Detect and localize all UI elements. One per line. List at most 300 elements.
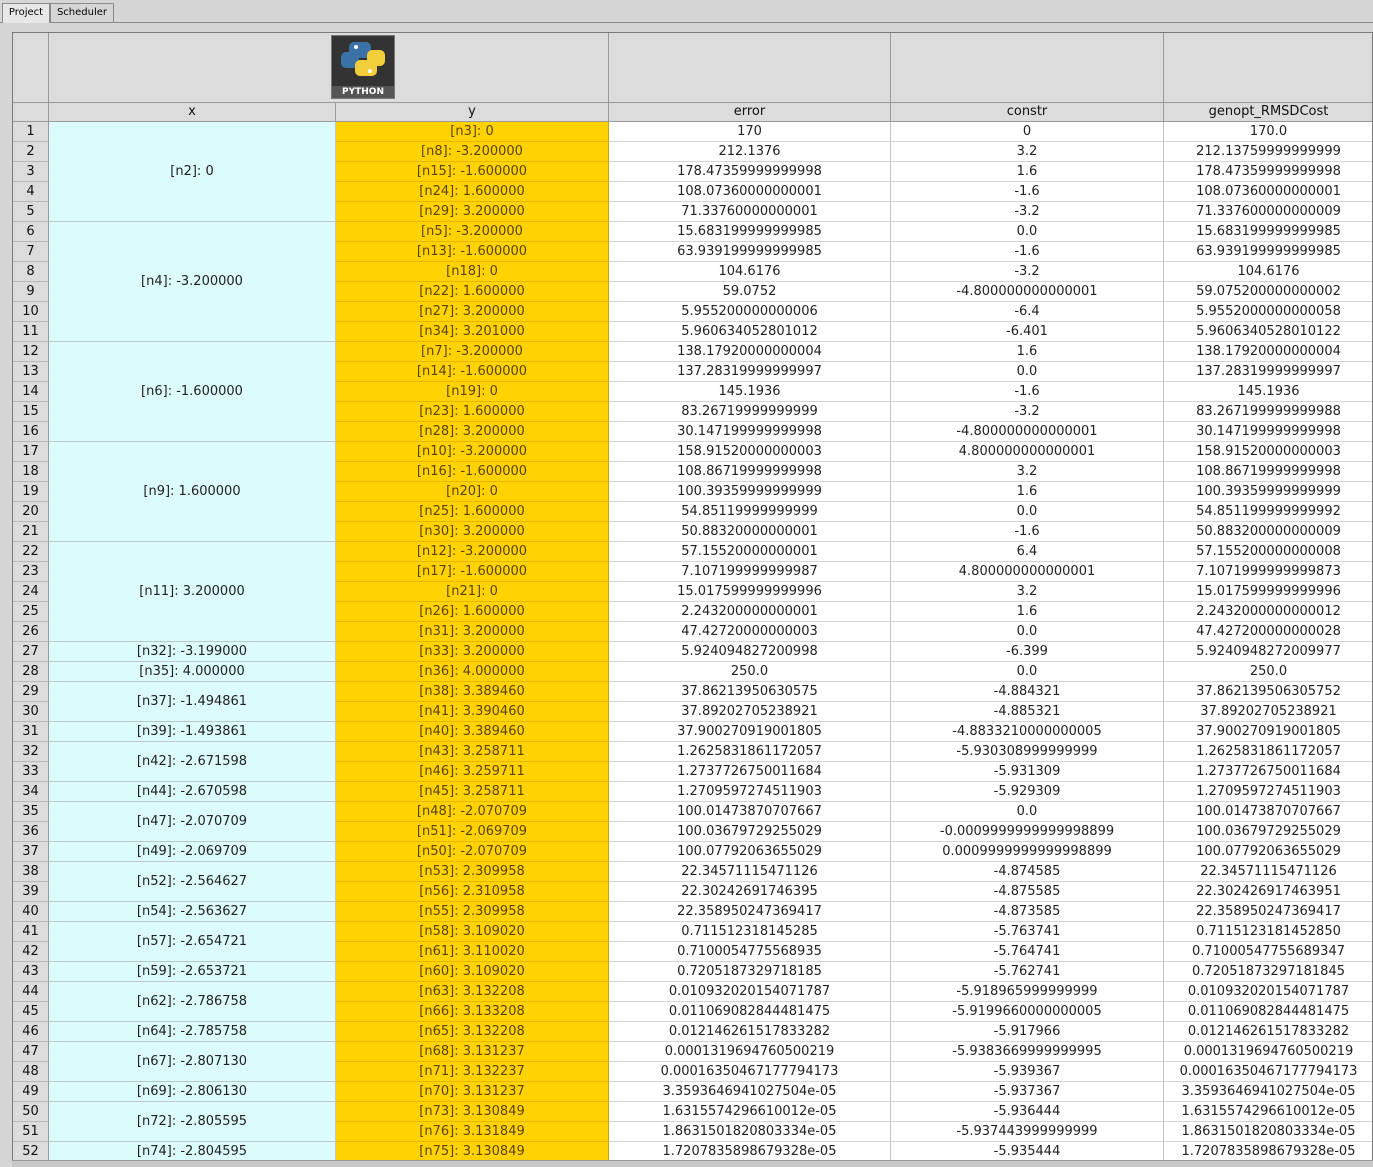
- error-cell[interactable]: 1.2737726750011684: [609, 762, 891, 782]
- constr-cell[interactable]: -3.2: [891, 202, 1164, 222]
- column-header-genopt-rmsdcost[interactable]: genopt_RMSDCost: [1164, 103, 1373, 122]
- error-cell[interactable]: 5.924094827200998: [609, 642, 891, 662]
- cost-cell[interactable]: 47.427200000000028: [1164, 622, 1373, 642]
- constr-cell[interactable]: 4.800000000000001: [891, 442, 1164, 462]
- python-logo-icon[interactable]: [331, 35, 395, 99]
- y-cell[interactable]: [n26]: 1.600000: [336, 602, 609, 622]
- row-number[interactable]: 47: [13, 1042, 49, 1062]
- y-cell[interactable]: [n23]: 1.600000: [336, 402, 609, 422]
- error-cell[interactable]: 59.0752: [609, 282, 891, 302]
- column-header-x[interactable]: x: [49, 103, 336, 122]
- constr-cell[interactable]: 1.6: [891, 162, 1164, 182]
- row-number[interactable]: 29: [13, 682, 49, 702]
- row-number[interactable]: 41: [13, 922, 49, 942]
- cost-cell[interactable]: 7.1071999999999873: [1164, 562, 1373, 582]
- cost-cell[interactable]: 5.9552000000000058: [1164, 302, 1373, 322]
- y-cell[interactable]: [n46]: 3.259711: [336, 762, 609, 782]
- y-cell[interactable]: [n24]: 1.600000: [336, 182, 609, 202]
- row-number[interactable]: 20: [13, 502, 49, 522]
- cost-cell[interactable]: 1.2625831861172057: [1164, 742, 1373, 762]
- constr-cell[interactable]: -4.873585: [891, 902, 1164, 922]
- row-number[interactable]: 40: [13, 902, 49, 922]
- row-number[interactable]: 19: [13, 482, 49, 502]
- y-cell[interactable]: [n10]: -3.200000: [336, 442, 609, 462]
- cost-cell[interactable]: 250.0: [1164, 662, 1373, 682]
- constr-cell[interactable]: -5.939367: [891, 1062, 1164, 1082]
- row-number[interactable]: 7: [13, 242, 49, 262]
- y-cell[interactable]: [n38]: 3.389460: [336, 682, 609, 702]
- cost-cell[interactable]: 5.9240948272009977: [1164, 642, 1373, 662]
- constr-cell[interactable]: 3.2: [891, 582, 1164, 602]
- row-number[interactable]: 12: [13, 342, 49, 362]
- row-number[interactable]: 52: [13, 1142, 49, 1162]
- x-cell[interactable]: [n57]: -2.654721: [49, 922, 336, 962]
- constr-cell[interactable]: -5.937367: [891, 1082, 1164, 1102]
- error-cell[interactable]: 37.86213950630575: [609, 682, 891, 702]
- row-number[interactable]: 32: [13, 742, 49, 762]
- constr-header-area: [891, 33, 1164, 103]
- cost-cell[interactable]: 37.862139506305752: [1164, 682, 1373, 702]
- error-cell[interactable]: 108.86719999999998: [609, 462, 891, 482]
- cost-cell[interactable]: 212.13759999999999: [1164, 142, 1373, 162]
- y-cell[interactable]: [n28]: 3.200000: [336, 422, 609, 442]
- cost-header-area: [1164, 33, 1373, 103]
- y-cell[interactable]: [n25]: 1.600000: [336, 502, 609, 522]
- row-number[interactable]: 13: [13, 362, 49, 382]
- cost-cell[interactable]: 178.47359999999998: [1164, 162, 1373, 182]
- y-cell[interactable]: [n58]: 3.109020: [336, 922, 609, 942]
- y-cell[interactable]: [n22]: 1.600000: [336, 282, 609, 302]
- y-cell[interactable]: [n5]: -3.200000: [336, 222, 609, 242]
- error-cell[interactable]: 137.28319999999997: [609, 362, 891, 382]
- constr-cell[interactable]: -1.6: [891, 382, 1164, 402]
- constr-cell[interactable]: 0.0: [891, 802, 1164, 822]
- constr-cell[interactable]: -5.762741: [891, 962, 1164, 982]
- row-number[interactable]: 2: [13, 142, 49, 162]
- y-cell[interactable]: [n20]: 0: [336, 482, 609, 502]
- constr-cell[interactable]: -3.2: [891, 262, 1164, 282]
- error-cell[interactable]: 7.107199999999987: [609, 562, 891, 582]
- cost-cell[interactable]: 3.3593646941027504e-05: [1164, 1082, 1373, 1102]
- cost-cell[interactable]: 37.89202705238921: [1164, 702, 1373, 722]
- y-cell[interactable]: [n66]: 3.133208: [336, 1002, 609, 1022]
- error-cell[interactable]: 54.85119999999999: [609, 502, 891, 522]
- x-cell[interactable]: [n59]: -2.653721: [49, 962, 336, 982]
- y-cell[interactable]: [n21]: 0: [336, 582, 609, 602]
- cost-cell[interactable]: 1.8631501820803334e-05: [1164, 1122, 1373, 1142]
- row-number[interactable]: 34: [13, 782, 49, 802]
- y-cell[interactable]: [n43]: 3.258711: [336, 742, 609, 762]
- row-number[interactable]: 17: [13, 442, 49, 462]
- constr-cell[interactable]: -4.874585: [891, 862, 1164, 882]
- y-cell[interactable]: [n29]: 3.200000: [336, 202, 609, 222]
- row-number[interactable]: 30: [13, 702, 49, 722]
- y-cell[interactable]: [n17]: -1.600000: [336, 562, 609, 582]
- error-cell[interactable]: 5.960634052801012: [609, 322, 891, 342]
- y-cell[interactable]: [n73]: 3.130849: [336, 1102, 609, 1122]
- error-cell[interactable]: 104.6176: [609, 262, 891, 282]
- y-cell[interactable]: [n36]: 4.000000: [336, 662, 609, 682]
- constr-cell[interactable]: 0.0009999999999998899: [891, 842, 1164, 862]
- cost-cell[interactable]: 158.91520000000003: [1164, 442, 1373, 462]
- x-cell[interactable]: [n11]: 3.200000: [49, 542, 336, 642]
- x-cell[interactable]: [n67]: -2.807130: [49, 1042, 336, 1082]
- cost-cell[interactable]: 100.03679729255029: [1164, 822, 1373, 842]
- row-number[interactable]: 18: [13, 462, 49, 482]
- y-cell[interactable]: [n75]: 3.130849: [336, 1142, 609, 1162]
- error-cell[interactable]: 108.07360000000001: [609, 182, 891, 202]
- y-cell[interactable]: [n12]: -3.200000: [336, 542, 609, 562]
- error-cell[interactable]: 145.1936: [609, 382, 891, 402]
- row-number[interactable]: 6: [13, 222, 49, 242]
- constr-cell[interactable]: -5.931309: [891, 762, 1164, 782]
- cost-cell[interactable]: 1.2737726750011684: [1164, 762, 1373, 782]
- error-cell[interactable]: 138.17920000000004: [609, 342, 891, 362]
- row-number[interactable]: 15: [13, 402, 49, 422]
- cost-cell[interactable]: 71.337600000000009: [1164, 202, 1373, 222]
- error-cell[interactable]: 170: [609, 122, 891, 142]
- cost-cell[interactable]: 0.0001319694760500219: [1164, 1042, 1373, 1062]
- y-cell[interactable]: [n13]: -1.600000: [336, 242, 609, 262]
- row-number[interactable]: 8: [13, 262, 49, 282]
- column-header-constr[interactable]: constr: [891, 103, 1164, 122]
- cost-cell[interactable]: 0.71000547755689347: [1164, 942, 1373, 962]
- cost-cell[interactable]: 1.7207835898679328e-05: [1164, 1142, 1373, 1162]
- y-cell[interactable]: [n56]: 2.310958: [336, 882, 609, 902]
- constr-cell[interactable]: 3.2: [891, 142, 1164, 162]
- row-number[interactable]: 22: [13, 542, 49, 562]
- y-cell[interactable]: [n14]: -1.600000: [336, 362, 609, 382]
- constr-cell[interactable]: -1.6: [891, 522, 1164, 542]
- cost-cell[interactable]: 145.1936: [1164, 382, 1373, 402]
- cost-cell[interactable]: 1.2709597274511903: [1164, 782, 1373, 802]
- row-number[interactable]: 1: [13, 122, 49, 142]
- row-number[interactable]: 5: [13, 202, 49, 222]
- row-number[interactable]: 23: [13, 562, 49, 582]
- error-cell[interactable]: 22.358950247369417: [609, 902, 891, 922]
- cost-cell[interactable]: 57.155200000000008: [1164, 542, 1373, 562]
- error-cell[interactable]: 57.15520000000001: [609, 542, 891, 562]
- error-cell[interactable]: 1.2709597274511903: [609, 782, 891, 802]
- x-cell[interactable]: [n42]: -2.671598: [49, 742, 336, 782]
- error-cell[interactable]: 3.3593646941027504e-05: [609, 1082, 891, 1102]
- error-cell[interactable]: 0.7100054775568935: [609, 942, 891, 962]
- cost-cell[interactable]: 54.851199999999992: [1164, 502, 1373, 522]
- cost-cell[interactable]: 22.358950247369417: [1164, 902, 1373, 922]
- x-cell[interactable]: [n32]: -3.199000: [49, 642, 336, 662]
- x-cell[interactable]: [n2]: 0: [49, 122, 336, 222]
- row-number[interactable]: 35: [13, 802, 49, 822]
- error-cell[interactable]: 1.8631501820803334e-05: [609, 1122, 891, 1142]
- y-cell[interactable]: [n33]: 3.200000: [336, 642, 609, 662]
- error-cell[interactable]: 0.7205187329718185: [609, 962, 891, 982]
- y-cell[interactable]: [n19]: 0: [336, 382, 609, 402]
- cost-cell[interactable]: 30.147199999999998: [1164, 422, 1373, 442]
- y-cell[interactable]: [n50]: -2.070709: [336, 842, 609, 862]
- y-cell[interactable]: [n31]: 3.200000: [336, 622, 609, 642]
- constr-cell[interactable]: 6.4: [891, 542, 1164, 562]
- y-cell[interactable]: [n16]: -1.600000: [336, 462, 609, 482]
- error-cell[interactable]: 2.243200000000001: [609, 602, 891, 622]
- error-cell[interactable]: 0.010932020154071787: [609, 982, 891, 1002]
- cost-cell[interactable]: 83.267199999999988: [1164, 402, 1373, 422]
- row-number[interactable]: 51: [13, 1122, 49, 1142]
- y-cell[interactable]: [n18]: 0: [336, 262, 609, 282]
- constr-cell[interactable]: -4.800000000000001: [891, 282, 1164, 302]
- cost-cell[interactable]: 0.72051873297181845: [1164, 962, 1373, 982]
- constr-cell[interactable]: -5.929309: [891, 782, 1164, 802]
- y-cell[interactable]: [n7]: -3.200000: [336, 342, 609, 362]
- y-cell[interactable]: [n8]: -3.200000: [336, 142, 609, 162]
- y-cell[interactable]: [n51]: -2.069709: [336, 822, 609, 842]
- cost-cell[interactable]: 59.075200000000002: [1164, 282, 1373, 302]
- cost-cell[interactable]: 63.939199999999985: [1164, 242, 1373, 262]
- cost-cell[interactable]: 0.010932020154071787: [1164, 982, 1373, 1002]
- x-cell[interactable]: [n44]: -2.670598: [49, 782, 336, 802]
- y-cell[interactable]: [n55]: 2.309958: [336, 902, 609, 922]
- row-number[interactable]: 39: [13, 882, 49, 902]
- y-cell[interactable]: [n70]: 3.131237: [336, 1082, 609, 1102]
- error-cell[interactable]: 15.683199999999985: [609, 222, 891, 242]
- error-cell[interactable]: 0.0001319694760500219: [609, 1042, 891, 1062]
- row-number[interactable]: 31: [13, 722, 49, 742]
- row-number[interactable]: 3: [13, 162, 49, 182]
- error-cell[interactable]: 250.0: [609, 662, 891, 682]
- constr-cell[interactable]: -4.8833210000000005: [891, 722, 1164, 742]
- row-number[interactable]: 21: [13, 522, 49, 542]
- row-number[interactable]: 46: [13, 1022, 49, 1042]
- row-number[interactable]: 24: [13, 582, 49, 602]
- error-cell[interactable]: 50.88320000000001: [609, 522, 891, 542]
- x-cell[interactable]: [n47]: -2.070709: [49, 802, 336, 842]
- x-cell[interactable]: [n74]: -2.804595: [49, 1142, 336, 1162]
- constr-cell[interactable]: -6.399: [891, 642, 1164, 662]
- y-cell[interactable]: [n76]: 3.131849: [336, 1122, 609, 1142]
- x-cell[interactable]: [n39]: -1.493861: [49, 722, 336, 742]
- x-cell[interactable]: [n64]: -2.785758: [49, 1022, 336, 1042]
- constr-cell[interactable]: -5.936444: [891, 1102, 1164, 1122]
- cost-cell[interactable]: 0.012146261517833282: [1164, 1022, 1373, 1042]
- x-cell[interactable]: [n69]: -2.806130: [49, 1082, 336, 1102]
- constr-cell[interactable]: 0.0: [891, 362, 1164, 382]
- x-cell[interactable]: [n62]: -2.786758: [49, 982, 336, 1022]
- column-header-y[interactable]: y: [336, 103, 609, 122]
- y-cell[interactable]: [n71]: 3.132237: [336, 1062, 609, 1082]
- cost-cell[interactable]: 15.017599999999996: [1164, 582, 1373, 602]
- constr-cell[interactable]: -5.917966: [891, 1022, 1164, 1042]
- error-cell[interactable]: 158.91520000000003: [609, 442, 891, 462]
- cost-cell[interactable]: 0.00016350467177794173: [1164, 1062, 1373, 1082]
- cost-cell[interactable]: 137.28319999999997: [1164, 362, 1373, 382]
- constr-cell[interactable]: 4.800000000000001: [891, 562, 1164, 582]
- tab-scheduler[interactable]: Scheduler: [50, 3, 114, 22]
- row-number[interactable]: 49: [13, 1082, 49, 1102]
- constr-cell[interactable]: -0.0009999999999998899: [891, 822, 1164, 842]
- constr-cell[interactable]: 0.0: [891, 222, 1164, 242]
- error-cell[interactable]: 1.7207835898679328e-05: [609, 1142, 891, 1162]
- error-cell[interactable]: 212.1376: [609, 142, 891, 162]
- y-cell[interactable]: [n68]: 3.131237: [336, 1042, 609, 1062]
- constr-cell[interactable]: -3.2: [891, 402, 1164, 422]
- constr-cell[interactable]: 1.6: [891, 602, 1164, 622]
- error-cell[interactable]: 47.42720000000003: [609, 622, 891, 642]
- x-cell[interactable]: [n4]: -3.200000: [49, 222, 336, 342]
- row-number[interactable]: 45: [13, 1002, 49, 1022]
- y-cell[interactable]: [n34]: 3.201000: [336, 322, 609, 342]
- error-cell[interactable]: 37.900270919001805: [609, 722, 891, 742]
- row-number[interactable]: 36: [13, 822, 49, 842]
- cost-cell[interactable]: 1.6315574296610012e-05: [1164, 1102, 1373, 1122]
- y-cell[interactable]: [n15]: -1.600000: [336, 162, 609, 182]
- y-cell[interactable]: [n30]: 3.200000: [336, 522, 609, 542]
- row-number[interactable]: 27: [13, 642, 49, 662]
- error-cell[interactable]: 71.33760000000001: [609, 202, 891, 222]
- x-cell[interactable]: [n6]: -1.600000: [49, 342, 336, 442]
- row-number[interactable]: 28: [13, 662, 49, 682]
- error-cell[interactable]: 100.07792063655029: [609, 842, 891, 862]
- row-number[interactable]: 26: [13, 622, 49, 642]
- error-cell[interactable]: 15.017599999999996: [609, 582, 891, 602]
- cost-cell[interactable]: 100.39359999999999: [1164, 482, 1373, 502]
- python-label: PYTHON: [332, 86, 394, 98]
- constr-cell[interactable]: 0.0: [891, 662, 1164, 682]
- error-cell[interactable]: 178.47359999999998: [609, 162, 891, 182]
- constr-cell[interactable]: 1.6: [891, 342, 1164, 362]
- cost-cell[interactable]: 100.01473870707667: [1164, 802, 1373, 822]
- error-cell[interactable]: 0.012146261517833282: [609, 1022, 891, 1042]
- y-cell[interactable]: [n40]: 3.389460: [336, 722, 609, 742]
- error-cell[interactable]: 100.01473870707667: [609, 802, 891, 822]
- error-cell[interactable]: 100.39359999999999: [609, 482, 891, 502]
- cost-cell[interactable]: 0.7115123181452850: [1164, 922, 1373, 942]
- error-cell[interactable]: 100.03679729255029: [609, 822, 891, 842]
- constr-cell[interactable]: -5.937443999999999: [891, 1122, 1164, 1142]
- error-cell[interactable]: 0.011069082844481475: [609, 1002, 891, 1022]
- y-cell[interactable]: [n3]: 0: [336, 122, 609, 142]
- column-header-error[interactable]: error: [609, 103, 891, 122]
- error-cell[interactable]: 1.2625831861172057: [609, 742, 891, 762]
- constr-cell[interactable]: -5.9383669999999995: [891, 1042, 1164, 1062]
- tab-bar: [0, 0, 1373, 23]
- row-number[interactable]: 14: [13, 382, 49, 402]
- row-number[interactable]: 38: [13, 862, 49, 882]
- error-cell[interactable]: 5.955200000000006: [609, 302, 891, 322]
- constr-cell[interactable]: -4.885321: [891, 702, 1164, 722]
- row-number[interactable]: 43: [13, 962, 49, 982]
- y-cell[interactable]: [n53]: 2.309958: [336, 862, 609, 882]
- cost-cell[interactable]: 100.07792063655029: [1164, 842, 1373, 862]
- x-cell[interactable]: [n35]: 4.000000: [49, 662, 336, 682]
- row-number[interactable]: 10: [13, 302, 49, 322]
- x-cell[interactable]: [n49]: -2.069709: [49, 842, 336, 862]
- constr-cell[interactable]: -6.4: [891, 302, 1164, 322]
- constr-cell[interactable]: 0.0: [891, 622, 1164, 642]
- cost-cell[interactable]: 138.17920000000004: [1164, 342, 1373, 362]
- cost-cell[interactable]: 2.2432000000000012: [1164, 602, 1373, 622]
- constr-cell[interactable]: -5.763741: [891, 922, 1164, 942]
- cost-cell[interactable]: 108.07360000000001: [1164, 182, 1373, 202]
- constr-cell[interactable]: -5.764741: [891, 942, 1164, 962]
- row-number[interactable]: 33: [13, 762, 49, 782]
- constr-cell[interactable]: -5.918965999999999: [891, 982, 1164, 1002]
- cost-cell[interactable]: 0.011069082844481475: [1164, 1002, 1373, 1022]
- x-cell[interactable]: [n52]: -2.564627: [49, 862, 336, 902]
- tab-project[interactable]: Project: [2, 3, 50, 23]
- constr-cell[interactable]: 3.2: [891, 462, 1164, 482]
- error-cell[interactable]: 0.711512318145285: [609, 922, 891, 942]
- row-number[interactable]: 50: [13, 1102, 49, 1122]
- error-header-area: [609, 33, 891, 103]
- x-cell[interactable]: [n37]: -1.494861: [49, 682, 336, 722]
- error-cell[interactable]: 0.00016350467177794173: [609, 1062, 891, 1082]
- row-number[interactable]: 42: [13, 942, 49, 962]
- x-cell[interactable]: [n72]: -2.805595: [49, 1102, 336, 1142]
- error-cell[interactable]: 22.30242691746395: [609, 882, 891, 902]
- constr-cell[interactable]: -1.6: [891, 242, 1164, 262]
- constr-cell[interactable]: -1.6: [891, 182, 1164, 202]
- cost-cell[interactable]: 170.0: [1164, 122, 1373, 142]
- row-number[interactable]: 25: [13, 602, 49, 622]
- constr-cell[interactable]: -5.9199660000000005: [891, 1002, 1164, 1022]
- y-cell[interactable]: [n61]: 3.110020: [336, 942, 609, 962]
- constr-cell[interactable]: 0: [891, 122, 1164, 142]
- x-cell[interactable]: [n9]: 1.600000: [49, 442, 336, 542]
- constr-cell[interactable]: -4.884321: [891, 682, 1164, 702]
- cost-cell[interactable]: 5.9606340528010122: [1164, 322, 1373, 342]
- cost-cell[interactable]: 50.883200000000009: [1164, 522, 1373, 542]
- error-cell[interactable]: 63.939199999999985: [609, 242, 891, 262]
- y-cell[interactable]: [n63]: 3.132208: [336, 982, 609, 1002]
- row-number[interactable]: 11: [13, 322, 49, 342]
- error-cell[interactable]: 83.26719999999999: [609, 402, 891, 422]
- cost-cell[interactable]: 15.683199999999985: [1164, 222, 1373, 242]
- results-table: [12, 32, 1373, 1162]
- cost-cell[interactable]: 104.6176: [1164, 262, 1373, 282]
- x-cell[interactable]: [n54]: -2.563627: [49, 902, 336, 922]
- y-cell[interactable]: [n60]: 3.109020: [336, 962, 609, 982]
- cost-cell[interactable]: 108.86719999999998: [1164, 462, 1373, 482]
- constr-cell[interactable]: -5.935444: [891, 1142, 1164, 1162]
- y-cell[interactable]: [n45]: 3.258711: [336, 782, 609, 802]
- constr-cell[interactable]: -4.875585: [891, 882, 1164, 902]
- row-number[interactable]: 48: [13, 1062, 49, 1082]
- row-number-header: [13, 103, 49, 122]
- y-cell[interactable]: [n27]: 3.200000: [336, 302, 609, 322]
- constr-cell[interactable]: -4.800000000000001: [891, 422, 1164, 442]
- error-cell[interactable]: 22.34571115471126: [609, 862, 891, 882]
- row-number[interactable]: 4: [13, 182, 49, 202]
- constr-cell[interactable]: -6.401: [891, 322, 1164, 342]
- xy-header-area: [49, 33, 609, 103]
- cost-cell[interactable]: 22.302426917463951: [1164, 882, 1373, 902]
- cost-cell[interactable]: 22.34571115471126: [1164, 862, 1373, 882]
- constr-cell[interactable]: 1.6: [891, 482, 1164, 502]
- constr-cell[interactable]: 0.0: [891, 502, 1164, 522]
- error-cell[interactable]: 1.6315574296610012e-05: [609, 1102, 891, 1122]
- y-cell[interactable]: [n41]: 3.390460: [336, 702, 609, 722]
- row-number[interactable]: 9: [13, 282, 49, 302]
- y-cell[interactable]: [n48]: -2.070709: [336, 802, 609, 822]
- constr-cell[interactable]: -5.930308999999999: [891, 742, 1164, 762]
- row-number[interactable]: 44: [13, 982, 49, 1002]
- error-cell[interactable]: 30.147199999999998: [609, 422, 891, 442]
- error-cell[interactable]: 37.89202705238921: [609, 702, 891, 722]
- row-number[interactable]: 16: [13, 422, 49, 442]
- corner-header: [13, 33, 49, 103]
- cost-cell[interactable]: 37.900270919001805: [1164, 722, 1373, 742]
- row-number[interactable]: 37: [13, 842, 49, 862]
- y-cell[interactable]: [n65]: 3.132208: [336, 1022, 609, 1042]
